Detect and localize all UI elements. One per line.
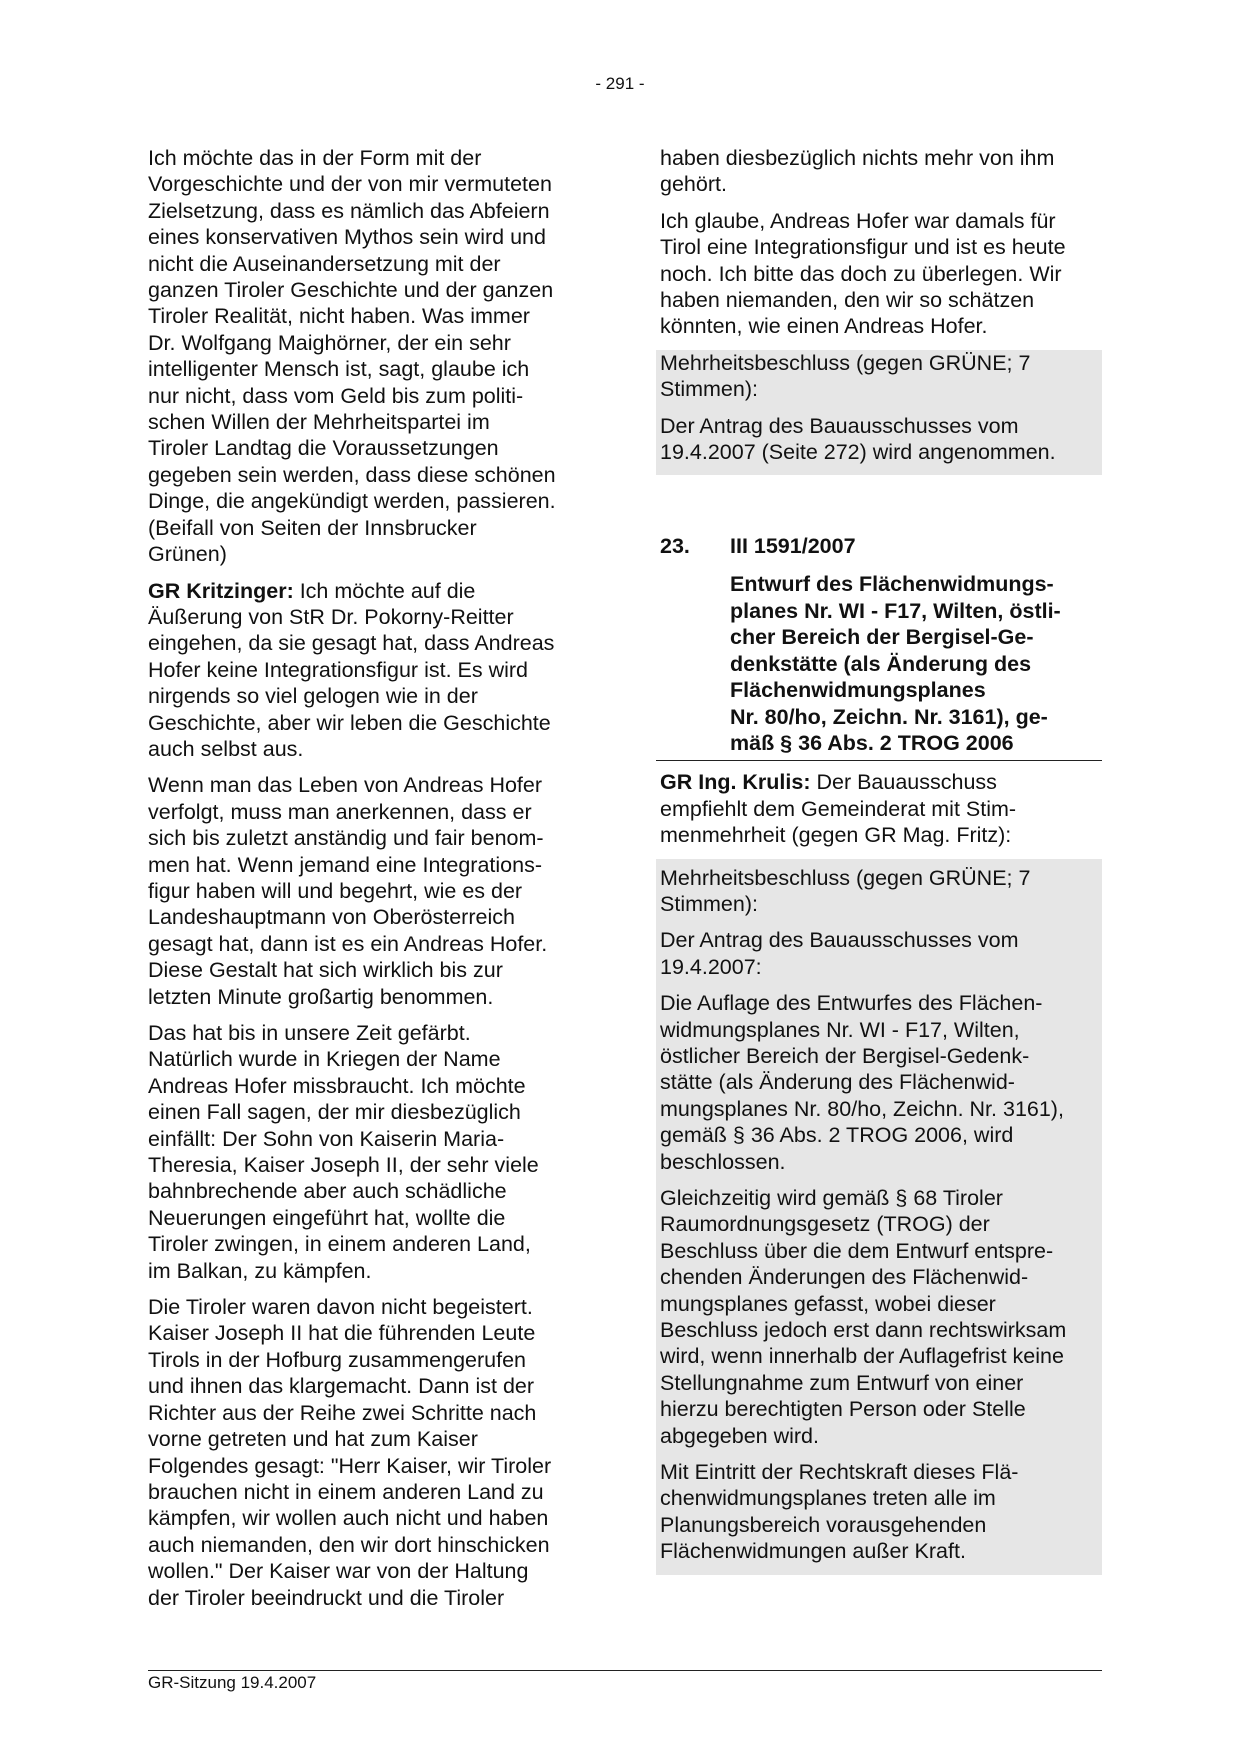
decision-text <box>660 927 1102 990</box>
text-line: nur nicht, dass vom Geld bis zum politi- <box>148 383 524 408</box>
text-line: wird, wenn innerhalb der Auflagefrist keine <box>660 1344 1064 1369</box>
agenda-item-header <box>656 533 1102 561</box>
text-line: hierzu berechtigten Person oder Stelle <box>660 1397 1026 1422</box>
text-line: Mehrheitsbeschluss (gegen GRÜNE; 7 <box>660 350 1031 375</box>
text-line: gehört. <box>660 172 727 197</box>
text-line: empfiehlt dem Gemeinderat mit Stim- <box>660 796 1017 821</box>
text-line: Ich möchte das in der Form mit der <box>148 146 482 170</box>
text-line: nicht die Auseinandersetzung mit der <box>148 251 501 276</box>
text-line: Mit Eintritt der Rechtskraft dieses Flä- <box>660 1460 1019 1485</box>
footer-divider <box>148 1670 1102 1671</box>
text-line: intelligenter Mensch ist, sagt, glaube ich <box>148 357 530 382</box>
text-line: Die Auflage des Entwurfes des Flächen- <box>660 991 1043 1016</box>
text-line: Wenn man das Leben von Andreas Hofer <box>148 773 543 798</box>
speaker-name: GR Kritzinger: <box>148 578 294 603</box>
resolution-block-2 <box>656 859 1102 1575</box>
text-line: Zielsetzung, dass es nämlich das Abfeiern <box>148 198 550 223</box>
text-line: cher Bereich der Bergisel-Ge- <box>730 625 1034 650</box>
agenda-item-number: 23. <box>660 534 690 559</box>
text-line: gegeben sein werden, dass diese schönen <box>148 462 556 487</box>
text-line: Flächenwidmungsplanes <box>730 678 986 703</box>
text-line: sich bis zuletzt anständig und fair benom- <box>148 826 544 851</box>
text-line: Landeshauptmann von Oberösterreich <box>148 905 515 930</box>
text-line: verfolgt, muss man anerkennen, dass er <box>148 799 532 824</box>
text-line: Kaiser Joseph II hat die führenden Leute <box>148 1321 536 1346</box>
text-line: gesagt hat, dann ist es ein Andreas Hofer. <box>148 931 548 956</box>
text-line: chenden Änderungen des Flächenwid- <box>660 1265 1029 1290</box>
text-line: Theresia, Kaiser Joseph II, der sehr viele <box>148 1153 539 1178</box>
decision-text <box>660 413 1102 476</box>
paragraph <box>148 1020 598 1284</box>
vote-result <box>660 350 1102 413</box>
text-line: brauchen nicht in einem anderen Land zu <box>148 1479 544 1504</box>
text-line: Dinge, die angekündigt werden, passieren. <box>148 489 556 514</box>
paragraph <box>656 208 1102 340</box>
text-line: der Tiroler beeindruckt und die Tiroler <box>148 1585 505 1610</box>
text-line: Flächenwidmungen außer Kraft. <box>660 1539 966 1564</box>
text-line: östlicher Bereich der Bergisel-Gedenk- <box>660 1043 1030 1068</box>
text-line: Stellungnahme zum Entwurf von einer <box>660 1370 1024 1395</box>
text-line: Raumordnungsgesetz (TROG) der <box>660 1212 990 1237</box>
text-line: einen Fall sagen, der mir diesbezüglich <box>148 1100 521 1125</box>
text-line: abgegeben wird. <box>660 1423 819 1448</box>
text-line: ganzen Tiroler Geschichte und der ganzen <box>148 278 554 303</box>
decision-text <box>660 1459 1102 1575</box>
text-line: Richter aus der Reihe zwei Schritte nach <box>148 1400 537 1425</box>
paragraph-krulis <box>656 769 1102 848</box>
text-line: Beschluss jedoch erst dann rechtswirksam <box>660 1318 1067 1343</box>
text-line: und ihnen das klargemacht. Dann ist der <box>148 1374 535 1399</box>
text-line: Natürlich wurde in Kriegen der Name <box>148 1047 501 1072</box>
text-line: Neuerungen eingeführt hat, wollte die <box>148 1205 506 1230</box>
text-line: Tiroler Landtag die Voraussetzungen <box>148 436 499 461</box>
text-line: 19.4.2007: <box>660 954 762 979</box>
text-line: menmehrheit (gegen GR Mag. Fritz): <box>660 823 1012 848</box>
page-number: - 291 - <box>595 74 645 93</box>
text-line: könnten, wie einen Andreas Hofer. <box>660 314 988 339</box>
text-line: bahnbrechende aber auch schädliche <box>148 1179 507 1204</box>
paragraph <box>148 1294 598 1611</box>
text-line: Stimmen): <box>660 377 758 402</box>
vote-result <box>660 865 1102 928</box>
text-line: kämpfen, wir wollen auch nicht und haben <box>148 1506 549 1531</box>
text-line: chenwidmungsplanes treten alle im <box>660 1486 996 1511</box>
text-line: eingehen, da sie gesagt hat, dass Andreas <box>148 631 555 656</box>
text-line: einfällt: Der Sohn von Kaiserin Maria- <box>148 1126 505 1151</box>
text-line: widmungsplanes Nr. WI - F17, Wilten, <box>660 1017 1020 1042</box>
text-line: Geschichte, aber wir leben die Geschichte <box>148 710 551 735</box>
text-line: Die Tiroler waren davon nicht begeistert. <box>148 1295 533 1320</box>
text-line: wollen." Der Kaiser war von der Haltung <box>148 1559 529 1584</box>
paragraph <box>148 145 598 568</box>
text-line: Tirols in der Hofburg zusammengerufen <box>148 1347 527 1372</box>
paragraph-kritzinger <box>148 578 598 763</box>
text-line: Äußerung von StR Dr. Pokorny-Reitter <box>148 604 514 629</box>
right-column <box>656 145 1102 1575</box>
text-line: gemäß § 36 Abs. 2 TROG 2006, wird <box>660 1123 1014 1148</box>
decision-text <box>660 990 1102 1185</box>
text-line: Grünen) <box>148 542 227 567</box>
speaker-name: GR Ing. Krulis: <box>660 770 811 795</box>
text-line: Ich glaube, Andreas Hofer war damals für <box>660 208 1056 233</box>
agenda-item-title-block <box>656 571 1102 761</box>
text-line: haben niemanden, den wir so schätzen <box>660 288 1035 313</box>
text-line: Der Antrag des Bauausschusses vom <box>660 928 1019 953</box>
text-line: Mehrheitsbeschluss (gegen GRÜNE; 7 <box>660 865 1031 890</box>
speaker-intro: Ich möchte auf die <box>293 578 476 603</box>
text-line: Dr. Wolfgang Maighörner, der ein sehr <box>148 330 511 355</box>
text-line: noch. Ich bitte das doch zu überlegen. Wir <box>660 261 1062 286</box>
decision-text <box>660 1185 1102 1459</box>
text-line: (Beifall von Seiten der Innsbrucker <box>148 515 477 540</box>
paragraph <box>656 145 1102 198</box>
paragraph <box>148 772 598 1010</box>
text-line: Planungsbereich vorausgehenden <box>660 1512 987 1537</box>
text-line: eines konservativen Mythos sein wird und <box>148 225 546 250</box>
text-line: figur haben will und begehrt, wie es der <box>148 878 523 903</box>
agenda-item-code: III 1591/2007 <box>730 534 856 559</box>
text-line: im Balkan, zu kämpfen. <box>148 1258 372 1283</box>
resolution-block-1 <box>656 350 1102 476</box>
text-line: Beschluss über die dem Entwurf entspre- <box>660 1238 1054 1263</box>
text-line: mäß § 36 Abs. 2 TROG 2006 <box>730 730 1014 755</box>
text-line: nirgends so viel gelogen wie in der <box>148 684 478 709</box>
speaker-intro: Der Bauausschuss <box>810 770 997 795</box>
text-line: Vorgeschichte und der von mir vermuteten <box>148 172 552 197</box>
text-line: stätte (als Änderung des Flächenwid- <box>660 1070 1015 1095</box>
text-line: Folgendes gesagt: "Herr Kaiser, wir Tiroler <box>148 1453 552 1478</box>
text-line: mungsplanes Nr. 80/ho, Zeichn. Nr. 3161), <box>660 1096 1064 1121</box>
text-line: Nr. 80/ho, Zeichn. Nr. 3161), ge- <box>730 704 1048 729</box>
text-line: Hofer keine Integrationsfigur ist. Es wird <box>148 657 528 682</box>
text-line: 19.4.2007 (Seite 272) wird angenommen. <box>660 440 1056 465</box>
text-line: denkstätte (als Änderung des <box>730 651 1032 676</box>
text-line: vorne getreten und hat zum Kaiser <box>148 1427 478 1452</box>
text-line: auch niemanden, den wir dort hinschicken <box>148 1532 550 1557</box>
text-line: beschlossen. <box>660 1149 786 1174</box>
text-line: Tiroler Realität, nicht haben. Was immer <box>148 304 530 329</box>
text-line: Diese Gestalt hat sich wirklich bis zur <box>148 958 503 983</box>
text-line: Der Antrag des Bauausschusses vom <box>660 413 1019 438</box>
text-line: Das hat bis in unsere Zeit gefärbt. <box>148 1021 471 1045</box>
text-line: auch selbst aus. <box>148 736 304 761</box>
text-line: mungsplanes gefasst, wobei dieser <box>660 1291 996 1316</box>
text-line: Tiroler zwingen, in einem anderen Land, <box>148 1232 531 1257</box>
agenda-item-title <box>730 571 1102 760</box>
text-line: haben diesbezüglich nichts mehr von ihm <box>660 146 1055 170</box>
text-line: Andreas Hofer missbraucht. Ich möchte <box>148 1073 526 1098</box>
left-column <box>148 145 598 1621</box>
footer-text: GR-Sitzung 19.4.2007 <box>148 1673 317 1692</box>
text-line: Entwurf des Flächenwidmungs- <box>730 572 1054 597</box>
text-line: schen Willen der Mehrheitspartei im <box>148 410 490 435</box>
text-line: letzten Minute großartig benommen. <box>148 984 494 1009</box>
text-line: Gleichzeitig wird gemäß § 68 Tiroler <box>660 1186 1003 1210</box>
text-line: Stimmen): <box>660 891 758 916</box>
text-line: Tirol eine Integrationsfigur und ist es heute <box>660 235 1066 260</box>
text-line: planes Nr. WI - F17, Wilten, östli- <box>730 598 1061 623</box>
text-line: men hat. Wenn jemand eine Integrations- <box>148 852 543 877</box>
